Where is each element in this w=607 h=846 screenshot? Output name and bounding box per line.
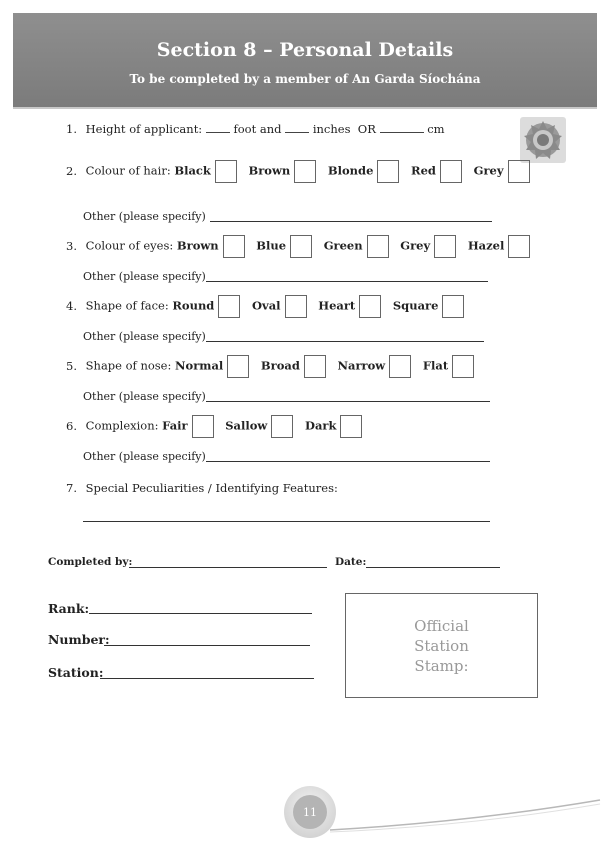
nose-flat-checkbox[interactable]	[452, 355, 474, 378]
hair-black-checkbox[interactable]	[215, 160, 237, 183]
rank-field[interactable]	[89, 613, 312, 614]
stamp-line-3: Stamp:	[414, 656, 469, 675]
nose-shape-question: 5. Shape of nose: Normal Broad Narrow Flat	[66, 355, 482, 378]
official-station-stamp-box	[345, 593, 538, 698]
face-other-label: Other (please specify)	[83, 330, 206, 343]
face-shape-question: 4. Shape of face: Round Oval Heart Square	[66, 295, 472, 318]
nose-broad-checkbox[interactable]	[304, 355, 326, 378]
height-question: 1. Height of applicant: foot and inches OR cm	[66, 122, 445, 136]
hair-other-field[interactable]	[210, 221, 492, 222]
complexion-question: 6. Complexion: Fair Sallow Dark	[66, 415, 370, 438]
eyes-other-label: Other (please specify)	[83, 270, 206, 283]
identifying-features-field[interactable]	[83, 521, 490, 522]
date-label: Date:	[335, 556, 367, 568]
garda-crest-icon	[520, 117, 566, 163]
height-feet-field[interactable]	[206, 121, 230, 133]
rank-label: Rank:	[48, 601, 90, 616]
complexion-other-label: Other (please specify)	[83, 450, 206, 463]
hair-colour-question: 2. Colour of hair: Black Brown Blonde Red Grey	[66, 160, 538, 183]
eyes-green-checkbox[interactable]	[367, 235, 389, 258]
face-heart-checkbox[interactable]	[359, 295, 381, 318]
number-field[interactable]	[104, 645, 310, 646]
nose-other-label: Other (please specify)	[83, 390, 206, 403]
eyes-hazel-checkbox[interactable]	[508, 235, 530, 258]
stamp-line-2: Station	[414, 636, 469, 655]
eyes-grey-checkbox[interactable]	[434, 235, 456, 258]
page-subtitle: To be completed by a member of An Garda Síochána	[129, 72, 481, 86]
face-round-checkbox[interactable]	[218, 295, 240, 318]
identifying-features-question: 7. Special Peculiarities / Identifying Features:	[66, 481, 338, 495]
nose-other-field[interactable]	[206, 401, 490, 402]
complexion-other-field[interactable]	[206, 461, 490, 462]
page-number: 11	[293, 795, 327, 829]
page-title: Section 8 – Personal Details	[156, 39, 454, 61]
height-inches-field[interactable]	[285, 121, 309, 133]
face-square-checkbox[interactable]	[442, 295, 464, 318]
eye-colour-question: 3. Colour of eyes: Brown Blue Green Grey Hazel	[66, 235, 538, 258]
complexion-sallow-checkbox[interactable]	[271, 415, 293, 438]
nose-normal-checkbox[interactable]	[227, 355, 249, 378]
completed-by-label: Completed by:	[48, 556, 133, 568]
hair-red-checkbox[interactable]	[440, 160, 462, 183]
nose-narrow-checkbox[interactable]	[389, 355, 411, 378]
station-label: Station:	[48, 665, 104, 680]
page-number-badge	[284, 786, 336, 838]
date-field[interactable]	[366, 567, 500, 568]
complexion-fair-checkbox[interactable]	[192, 415, 214, 438]
section-header	[13, 13, 597, 109]
hair-brown-checkbox[interactable]	[294, 160, 316, 183]
height-cm-field[interactable]	[380, 121, 424, 133]
eyes-blue-checkbox[interactable]	[290, 235, 312, 258]
stamp-line-1: Official	[414, 616, 469, 635]
hair-blonde-checkbox[interactable]	[377, 160, 399, 183]
face-other-field[interactable]	[206, 341, 484, 342]
eyes-other-field[interactable]	[206, 281, 488, 282]
completed-by-field[interactable]	[129, 567, 327, 568]
complexion-dark-checkbox[interactable]	[340, 415, 362, 438]
hair-other-label: Other (please specify)	[83, 210, 206, 223]
station-field[interactable]	[100, 678, 314, 679]
hair-grey-checkbox[interactable]	[508, 160, 530, 183]
face-oval-checkbox[interactable]	[285, 295, 307, 318]
eyes-brown-checkbox[interactable]	[223, 235, 245, 258]
number-label: Number:	[48, 632, 110, 647]
